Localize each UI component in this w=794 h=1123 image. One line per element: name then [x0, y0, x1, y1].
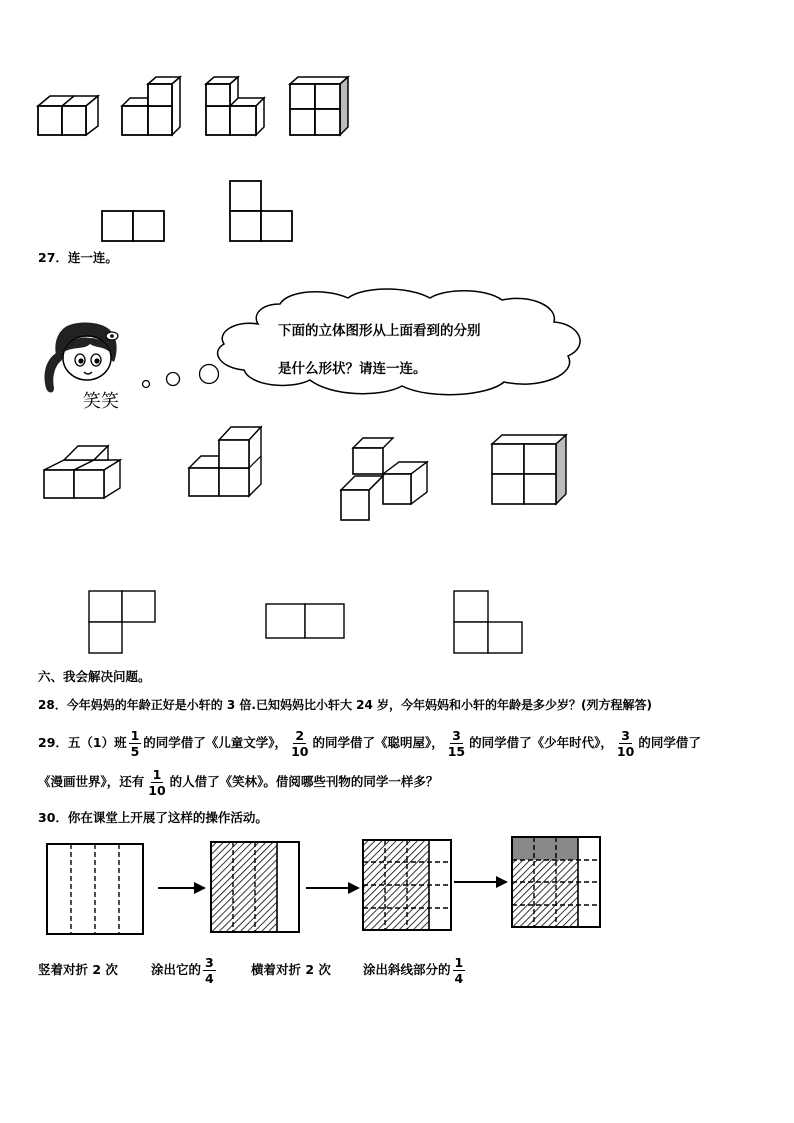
girl-illustration	[40, 322, 132, 394]
q27-solid-2	[189, 426, 265, 498]
fold-step-1-diagram	[46, 843, 146, 937]
q29-prefix: 29．五（1）班	[38, 735, 127, 750]
top-cube-figure-2	[122, 76, 184, 138]
q28-text: 28．今年妈妈的年龄正好是小轩的 3 倍.已知妈妈比小轩大 24 岁，今年妈妈和小轩的年龄是多少岁？(列方程解答)	[38, 698, 652, 712]
top-flat-shape-2	[229, 180, 295, 244]
q27-solid-4	[492, 434, 570, 506]
q29-text-3: 的同学借了《少年时代》，	[469, 735, 613, 750]
arrow-1-icon	[158, 880, 208, 896]
fold-step-3-diagram	[362, 839, 454, 933]
bubble-line-1: 下面的立体图形从上面看到的分别	[278, 323, 481, 339]
step-2-text: 涂出它的	[151, 962, 202, 977]
q29-line-2	[38, 765, 438, 799]
character-name: 笑笑	[83, 391, 119, 412]
q27-number: 27．	[38, 250, 68, 265]
arrow-3-icon	[454, 874, 510, 890]
section6-title: 六、我会解决问题。	[38, 669, 151, 684]
q27-solid-1	[44, 444, 122, 500]
arrow-2-icon	[306, 880, 362, 896]
q27-flat-shape-1	[88, 590, 158, 656]
step-2-fraction: $\frac{3}{4}$	[205, 955, 214, 986]
top-cube-figure-3	[206, 76, 268, 138]
step-4-text: 涂出斜线部分的	[363, 962, 451, 977]
q29-text-4: 的同学借了	[638, 735, 701, 750]
step-4-fraction: $\frac{1}{4}$	[454, 955, 464, 986]
step-3-caption: 横着对折 2 次	[251, 962, 331, 977]
q29-fraction-3: $\frac{3}{15}$	[447, 728, 466, 759]
q29-fraction-4: $\frac{3}{10}$	[616, 728, 635, 759]
step-2-caption	[151, 952, 218, 988]
fold-step-4-diagram	[511, 836, 603, 930]
q29-text-1: 的同学借了《儿童文学》，	[143, 735, 288, 750]
q29-fraction-1: $\frac{1}{5}$	[130, 728, 140, 759]
thought-bubble	[140, 286, 590, 406]
top-flat-shape-1	[101, 210, 167, 244]
fold-step-2-diagram	[210, 841, 302, 935]
q27-flat-shape-3	[453, 590, 525, 656]
q29-line-1	[38, 726, 701, 760]
q29-line2-a: 《漫画世界》，还有	[38, 774, 145, 789]
bubble-line-2: 是什么形状？请连一连。	[278, 361, 427, 377]
q29-text-2: 的同学借了《聪明屋》，	[312, 735, 444, 750]
q30-text: 30．你在课堂上开展了这样的操作活动。	[38, 810, 268, 825]
q29-fraction-5: $\frac{1}{10}$	[148, 767, 166, 798]
step-1-caption: 竖着对折 2 次	[38, 962, 118, 977]
step-4-caption	[363, 952, 467, 988]
q27-flat-shape-2	[265, 603, 347, 641]
q27-solid-3	[339, 436, 431, 522]
q29-line2-b: 的人借了《笑林》。借阅哪些刊物的同学一样多？	[169, 774, 439, 789]
q27-heading	[38, 248, 118, 268]
q27-text: 连一连。	[67, 250, 118, 265]
top-cube-figure-4	[290, 76, 352, 138]
top-cube-figure-1	[38, 94, 100, 136]
q29-fraction-2: $\frac{2}{10}$	[291, 728, 309, 759]
